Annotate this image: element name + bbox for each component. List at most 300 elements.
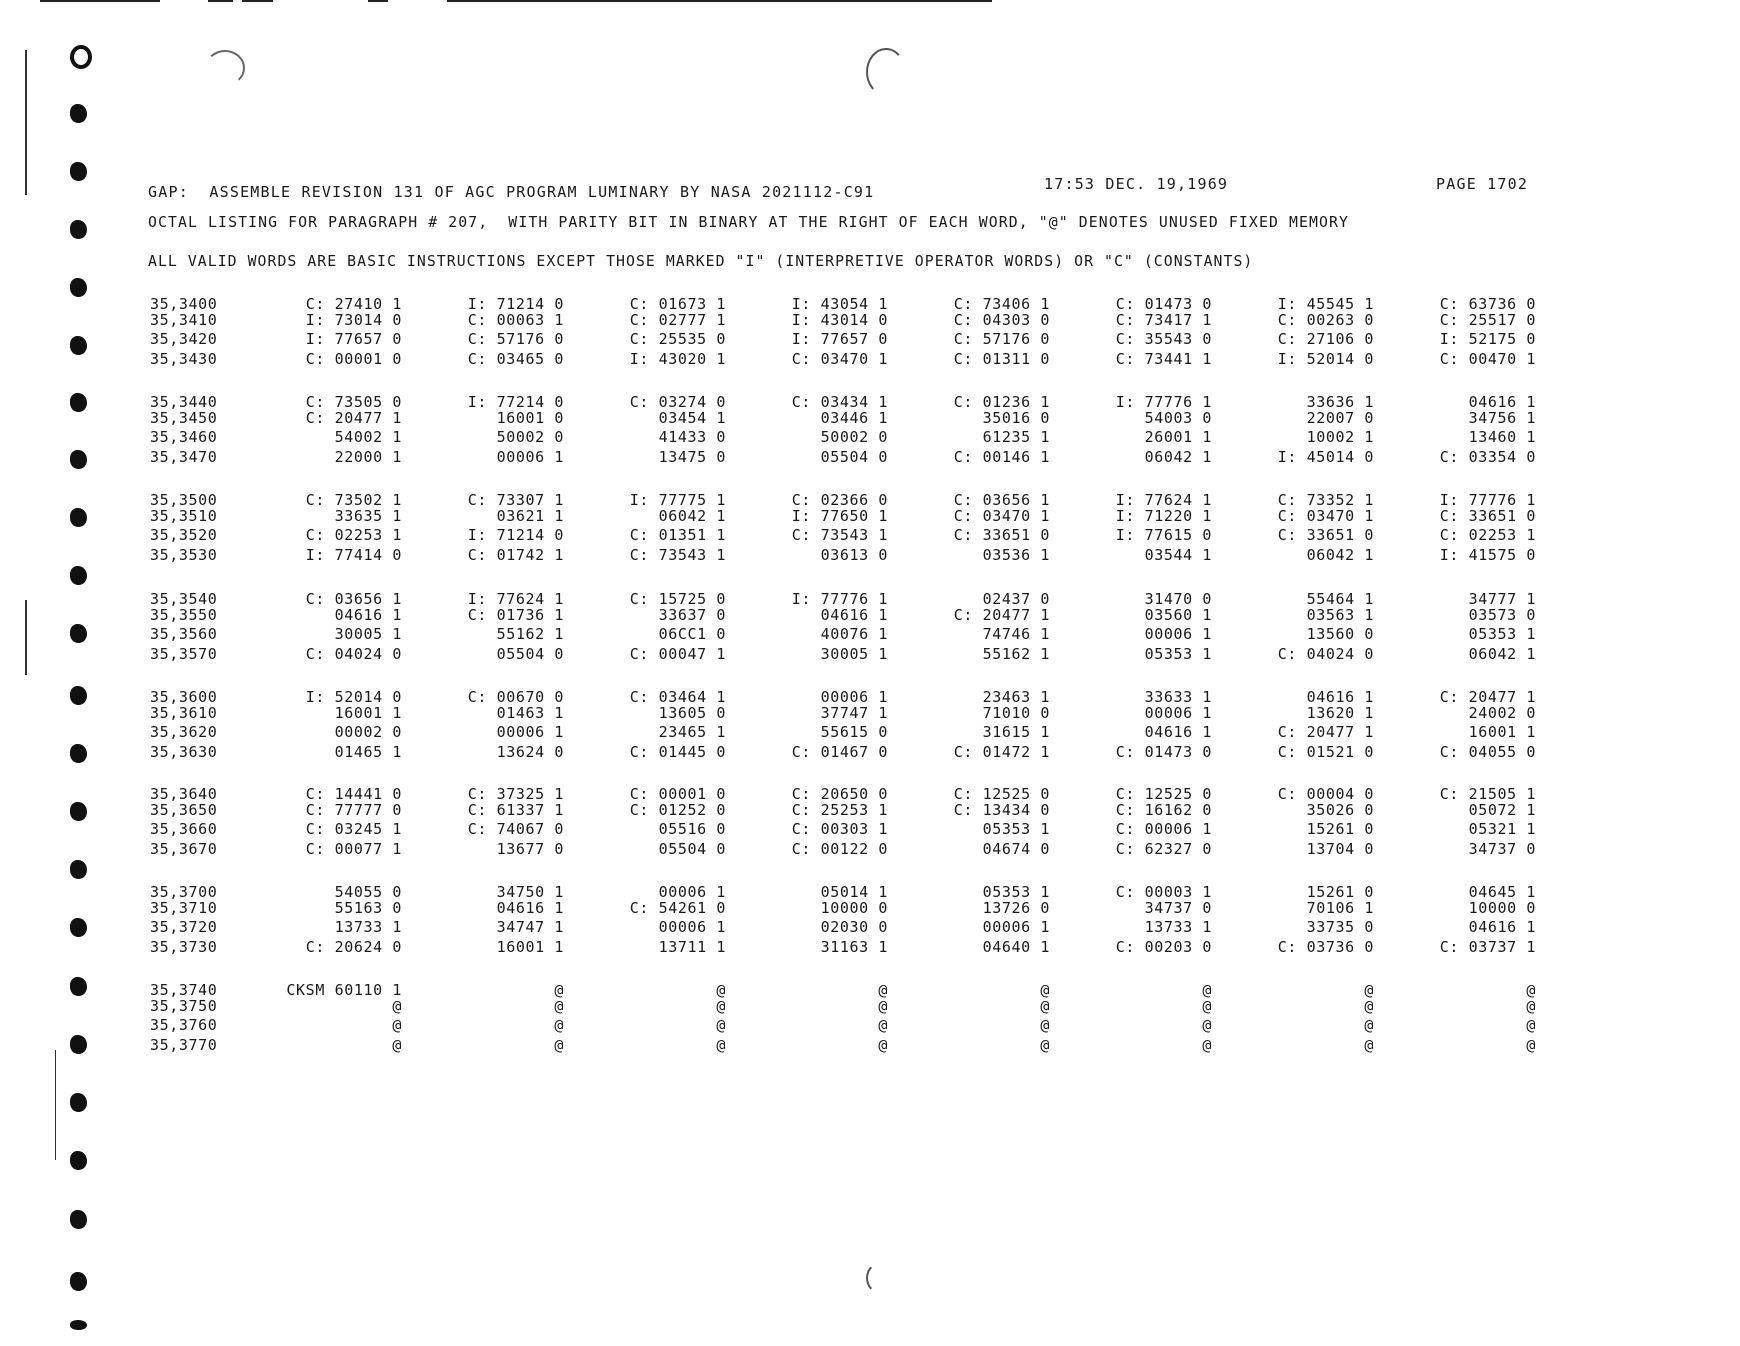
- octal-word: C: 73352 1: [1277, 491, 1374, 509]
- octal-word: I: 77776 1: [1115, 393, 1212, 411]
- octal-word: 05504 0: [496, 645, 564, 663]
- octal-word: C: 37325 1: [467, 785, 564, 803]
- octal-word: @: [1526, 1036, 1536, 1054]
- punch-hole: [70, 220, 87, 239]
- octal-word: 06042 1: [1306, 546, 1374, 564]
- octal-word: C: 00001 0: [305, 350, 402, 368]
- address-label: 35,3640: [150, 785, 218, 803]
- octal-word: C: 02253 1: [305, 526, 402, 544]
- address-label: 35,3600: [150, 688, 218, 706]
- header-title: GAP: ASSEMBLE REVISION 131 OF AGC PROGRAM LUMINARY BY NASA 2021112-C91: [148, 183, 875, 201]
- octal-word: 15261 0: [1306, 883, 1374, 901]
- octal-word: C: 73307 1: [467, 491, 564, 509]
- header-subtitle: OCTAL LISTING FOR PARAGRAPH # 207, WITH PARITY BIT IN BINARY AT THE RIGHT OF EACH WORD, "@" DENOTES UNUSED FIXED MEMORY: [148, 214, 1350, 231]
- octal-word: C: 00006 1: [1115, 820, 1212, 838]
- punch-hole: [70, 278, 87, 297]
- octal-word: 16001 1: [334, 704, 402, 722]
- octal-word: 00006 1: [496, 448, 564, 466]
- paper-curl: [866, 1262, 896, 1294]
- octal-word: 22007 0: [1306, 409, 1374, 427]
- octal-word: C: 04024 0: [1277, 645, 1374, 663]
- octal-word: C: 00263 0: [1277, 311, 1374, 329]
- octal-word: 31470 0: [1144, 590, 1212, 608]
- octal-word: C: 20650 0: [791, 785, 888, 803]
- octal-word: 06042 1: [1144, 448, 1212, 466]
- octal-word: @: [1364, 981, 1374, 999]
- octal-word: 04616 1: [1468, 918, 1536, 936]
- octal-word: @: [554, 981, 564, 999]
- octal-word: @: [1526, 1016, 1536, 1034]
- octal-word: @: [1040, 981, 1050, 999]
- octal-word: 31163 1: [820, 938, 888, 956]
- octal-word: 03454 1: [658, 409, 726, 427]
- octal-word: C: 14441 0: [305, 785, 402, 803]
- octal-word: @: [1040, 1036, 1050, 1054]
- octal-word: 05072 1: [1468, 801, 1536, 819]
- address-label: 35,3560: [150, 625, 218, 643]
- octal-word: C: 20477 1: [1277, 723, 1374, 741]
- octal-word: 13624 0: [496, 743, 564, 761]
- octal-word: C: 25253 1: [791, 801, 888, 819]
- octal-word: 55163 0: [334, 899, 402, 917]
- octal-word: 13620 1: [1306, 704, 1374, 722]
- octal-word: 37747 1: [820, 704, 888, 722]
- address-label: 35,3530: [150, 546, 218, 564]
- octal-word: 04616 1: [496, 899, 564, 917]
- octal-word: @: [716, 1036, 726, 1054]
- octal-word: C: 03274 0: [629, 393, 726, 411]
- octal-word: 23465 1: [658, 723, 726, 741]
- octal-word: @: [1040, 1016, 1050, 1034]
- octal-word: C: 02777 1: [629, 311, 726, 329]
- octal-word: CKSM 60110 1: [286, 981, 402, 999]
- octal-word: 34737 0: [1144, 899, 1212, 917]
- octal-word: 03621 1: [496, 507, 564, 525]
- octal-word: C: 00122 0: [791, 840, 888, 858]
- address-label: 35,3750: [150, 997, 218, 1015]
- punch-hole: [70, 162, 87, 181]
- octal-word: @: [878, 981, 888, 999]
- octal-word: I: 71220 1: [1115, 507, 1212, 525]
- octal-word: 00006 1: [496, 723, 564, 741]
- octal-word: I: 71214 0: [467, 526, 564, 544]
- octal-word: 13460 1: [1468, 428, 1536, 446]
- octal-word: C: 33651 0: [1439, 507, 1536, 525]
- octal-word: C: 01351 1: [629, 526, 726, 544]
- octal-word: @: [878, 997, 888, 1015]
- octal-word: C: 00203 0: [1115, 938, 1212, 956]
- octal-word: 03536 1: [982, 546, 1050, 564]
- octal-word: C: 00004 0: [1277, 785, 1374, 803]
- octal-word: C: 03434 1: [791, 393, 888, 411]
- address-label: 35,3540: [150, 590, 218, 608]
- punch-hole: [70, 624, 87, 643]
- octal-word: C: 57176 0: [467, 330, 564, 348]
- octal-word: 33633 1: [1144, 688, 1212, 706]
- octal-word: C: 03736 0: [1277, 938, 1374, 956]
- octal-word: 03544 1: [1144, 546, 1212, 564]
- octal-word: 05353 1: [982, 883, 1050, 901]
- octal-word: I: 77775 1: [629, 491, 726, 509]
- octal-word: C: 03656 1: [305, 590, 402, 608]
- address-label: 35,3730: [150, 938, 218, 956]
- octal-word: 34756 1: [1468, 409, 1536, 427]
- octal-word: @: [1526, 981, 1536, 999]
- octal-word: 00006 1: [658, 883, 726, 901]
- octal-word: C: 21505 1: [1439, 785, 1536, 803]
- margin-line: [25, 50, 27, 195]
- octal-word: 13560 0: [1306, 625, 1374, 643]
- octal-word: C: 00146 1: [953, 448, 1050, 466]
- punch-hole: [70, 1151, 87, 1170]
- paper-curl: [205, 50, 245, 86]
- octal-word: 24002 0: [1468, 704, 1536, 722]
- octal-word: C: 74067 0: [467, 820, 564, 838]
- octal-word: 05014 1: [820, 883, 888, 901]
- address-label: 35,3550: [150, 606, 218, 624]
- octal-word: C: 04055 0: [1439, 743, 1536, 761]
- octal-word: 00006 1: [1144, 625, 1212, 643]
- punch-hole: [70, 918, 87, 937]
- octal-word: C: 01673 1: [629, 295, 726, 313]
- octal-word: 00006 1: [982, 918, 1050, 936]
- octal-word: @: [1364, 997, 1374, 1015]
- octal-word: I: 45014 0: [1277, 448, 1374, 466]
- octal-word: C: 01445 0: [629, 743, 726, 761]
- octal-word: C: 20477 1: [305, 409, 402, 427]
- address-label: 35,3440: [150, 393, 218, 411]
- octal-word: 13677 0: [496, 840, 564, 858]
- address-label: 35,3720: [150, 918, 218, 936]
- octal-word: 02030 0: [820, 918, 888, 936]
- octal-word: C: 27410 1: [305, 295, 402, 313]
- octal-word: 04616 1: [1144, 723, 1212, 741]
- octal-word: I: 43054 1: [791, 295, 888, 313]
- octal-word: 70106 1: [1306, 899, 1374, 917]
- octal-word: C: 03470 1: [1277, 507, 1374, 525]
- octal-word: 55464 1: [1306, 590, 1374, 608]
- address-label: 35,3710: [150, 899, 218, 917]
- octal-word: 05504 0: [658, 840, 726, 858]
- octal-word: C: 00077 1: [305, 840, 402, 858]
- octal-word: 34737 0: [1468, 840, 1536, 858]
- octal-word: C: 01252 0: [629, 801, 726, 819]
- address-label: 35,3700: [150, 883, 218, 901]
- octal-word: I: 77615 0: [1115, 526, 1212, 544]
- octal-word: 05504 0: [820, 448, 888, 466]
- octal-word: C: 73406 1: [953, 295, 1050, 313]
- punch-hole: [70, 566, 87, 585]
- octal-word: 15261 0: [1306, 820, 1374, 838]
- octal-word: 03446 1: [820, 409, 888, 427]
- octal-word: 16001 1: [496, 938, 564, 956]
- octal-word: 10000 0: [820, 899, 888, 917]
- octal-word: 00006 1: [658, 918, 726, 936]
- octal-word: 03563 1: [1306, 606, 1374, 624]
- octal-word: I: 77214 0: [467, 393, 564, 411]
- octal-word: 13733 1: [334, 918, 402, 936]
- octal-word: 04616 1: [334, 606, 402, 624]
- octal-word: C: 62327 0: [1115, 840, 1212, 858]
- octal-word: C: 03245 1: [305, 820, 402, 838]
- octal-word: 03560 1: [1144, 606, 1212, 624]
- octal-word: 23463 1: [982, 688, 1050, 706]
- octal-word: 04616 1: [1468, 393, 1536, 411]
- octal-word: 06CC1 0: [658, 625, 726, 643]
- octal-word: 61235 1: [982, 428, 1050, 446]
- octal-word: 05516 0: [658, 820, 726, 838]
- octal-word: C: 01736 1: [467, 606, 564, 624]
- octal-word: I: 52014 0: [305, 688, 402, 706]
- address-label: 35,3410: [150, 311, 218, 329]
- octal-word: C: 73417 1: [1115, 311, 1212, 329]
- octal-word: C: 25535 0: [629, 330, 726, 348]
- octal-word: 13726 0: [982, 899, 1050, 917]
- octal-word: 10000 0: [1468, 899, 1536, 917]
- octal-word: I: 43020 1: [629, 350, 726, 368]
- octal-word: C: 01236 1: [953, 393, 1050, 411]
- octal-word: 00002 0: [334, 723, 402, 741]
- octal-word: I: 43014 0: [791, 311, 888, 329]
- octal-word: C: 73543 1: [791, 526, 888, 544]
- octal-word: 55615 0: [820, 723, 888, 741]
- octal-word: C: 73505 0: [305, 393, 402, 411]
- octal-word: C: 00670 0: [467, 688, 564, 706]
- octal-word: C: 27106 0: [1277, 330, 1374, 348]
- octal-word: 16001 0: [496, 409, 564, 427]
- octal-word: @: [1364, 1036, 1374, 1054]
- address-label: 35,3770: [150, 1036, 218, 1054]
- octal-word: 06042 1: [1468, 645, 1536, 663]
- octal-word: I: 73014 0: [305, 311, 402, 329]
- octal-word: C: 33651 0: [953, 526, 1050, 544]
- octal-word: 01463 1: [496, 704, 564, 722]
- octal-word: I: 77624 1: [1115, 491, 1212, 509]
- octal-word: 54055 0: [334, 883, 402, 901]
- octal-word: 30005 1: [820, 645, 888, 663]
- octal-word: C: 03470 1: [953, 507, 1050, 525]
- octal-word: C: 01473 0: [1115, 295, 1212, 313]
- punch-hole: [70, 1210, 87, 1229]
- octal-word: @: [716, 997, 726, 1015]
- octal-word: 54003 0: [1144, 409, 1212, 427]
- octal-word: 40076 1: [820, 625, 888, 643]
- octal-word: I: 71214 0: [467, 295, 564, 313]
- octal-word: C: 00063 1: [467, 311, 564, 329]
- octal-word: C: 20477 1: [953, 606, 1050, 624]
- octal-word: @: [1202, 997, 1212, 1015]
- punch-hole: [70, 1035, 87, 1054]
- address-label: 35,3510: [150, 507, 218, 525]
- octal-word: 33636 1: [1306, 393, 1374, 411]
- octal-word: @: [878, 1016, 888, 1034]
- octal-word: 03573 0: [1468, 606, 1536, 624]
- top-rule: [368, 0, 388, 2]
- octal-word: C: 13434 0: [953, 801, 1050, 819]
- octal-word: 31615 1: [982, 723, 1050, 741]
- octal-word: C: 03354 0: [1439, 448, 1536, 466]
- punch-hole: [70, 104, 87, 123]
- octal-word: I: 77414 0: [305, 546, 402, 564]
- octal-word: @: [716, 981, 726, 999]
- octal-word: 13711 1: [658, 938, 726, 956]
- octal-word: @: [392, 1016, 402, 1034]
- octal-word: 33637 0: [658, 606, 726, 624]
- octal-word: 04616 1: [1306, 688, 1374, 706]
- octal-word: 04674 0: [982, 840, 1050, 858]
- octal-word: I: 77657 0: [791, 330, 888, 348]
- octal-word: C: 15725 0: [629, 590, 726, 608]
- octal-word: 01465 1: [334, 743, 402, 761]
- octal-word: 05353 1: [982, 820, 1050, 838]
- address-label: 35,3520: [150, 526, 218, 544]
- octal-word: C: 01472 1: [953, 743, 1050, 761]
- octal-word: 06042 1: [658, 507, 726, 525]
- octal-word: C: 35543 0: [1115, 330, 1212, 348]
- address-label: 35,3630: [150, 743, 218, 761]
- octal-word: 03613 0: [820, 546, 888, 564]
- octal-word: 55162 1: [982, 645, 1050, 663]
- address-label: 35,3660: [150, 820, 218, 838]
- octal-word: C: 00303 1: [791, 820, 888, 838]
- octal-word: I: 52014 0: [1277, 350, 1374, 368]
- octal-word: C: 00470 1: [1439, 350, 1536, 368]
- octal-word: 26001 1: [1144, 428, 1212, 446]
- punch-hole: [70, 45, 92, 69]
- octal-word: I: 77776 1: [1439, 491, 1536, 509]
- octal-word: C: 03737 1: [1439, 938, 1536, 956]
- octal-word: 50002 0: [820, 428, 888, 446]
- margin-line: [25, 600, 27, 675]
- octal-word: 13733 1: [1144, 918, 1212, 936]
- address-label: 35,3650: [150, 801, 218, 819]
- octal-word: C: 61337 1: [467, 801, 564, 819]
- address-label: 35,3430: [150, 350, 218, 368]
- octal-word: C: 12525 0: [1115, 785, 1212, 803]
- header-timestamp: 17:53 DEC. 19,1969: [1044, 175, 1229, 193]
- punch-hole: [70, 802, 87, 821]
- octal-word: C: 01473 0: [1115, 743, 1212, 761]
- top-rule: [242, 0, 273, 2]
- top-rule: [447, 0, 992, 2]
- octal-word: C: 63736 0: [1439, 295, 1536, 313]
- octal-word: C: 02253 1: [1439, 526, 1536, 544]
- octal-word: C: 16162 0: [1115, 801, 1212, 819]
- page-number: PAGE 1702: [1436, 175, 1529, 193]
- punch-hole: [70, 393, 87, 412]
- address-label: 35,3570: [150, 645, 218, 663]
- octal-word: @: [716, 1016, 726, 1034]
- punch-hole: [70, 336, 87, 355]
- paper-curl: [866, 48, 906, 96]
- octal-word: C: 03656 1: [953, 491, 1050, 509]
- octal-word: 13704 0: [1306, 840, 1374, 858]
- punch-hole: [70, 1320, 87, 1330]
- octal-word: C: 73441 1: [1115, 350, 1212, 368]
- punch-hole: [70, 508, 87, 527]
- octal-word: 34777 1: [1468, 590, 1536, 608]
- punch-hole: [70, 686, 87, 705]
- address-label: 35,3610: [150, 704, 218, 722]
- octal-word: @: [1202, 981, 1212, 999]
- octal-word: I: 77776 1: [791, 590, 888, 608]
- address-label: 35,3670: [150, 840, 218, 858]
- octal-word: 04640 1: [982, 938, 1050, 956]
- octal-word: 05353 1: [1144, 645, 1212, 663]
- octal-word: @: [878, 1036, 888, 1054]
- punch-hole: [70, 1272, 87, 1291]
- octal-word: 00006 1: [1144, 704, 1212, 722]
- octal-word: I: 77657 0: [305, 330, 402, 348]
- address-label: 35,3760: [150, 1016, 218, 1034]
- octal-word: C: 02366 0: [791, 491, 888, 509]
- octal-word: 13475 0: [658, 448, 726, 466]
- address-label: 35,3500: [150, 491, 218, 509]
- octal-word: C: 12525 0: [953, 785, 1050, 803]
- octal-word: 02437 0: [982, 590, 1050, 608]
- octal-word: 50002 0: [496, 428, 564, 446]
- address-label: 35,3420: [150, 330, 218, 348]
- octal-word: 13605 0: [658, 704, 726, 722]
- octal-word: C: 33651 0: [1277, 526, 1374, 544]
- octal-word: I: 52175 0: [1439, 330, 1536, 348]
- octal-word: @: [554, 1036, 564, 1054]
- octal-word: 33635 1: [334, 507, 402, 525]
- address-label: 35,3620: [150, 723, 218, 741]
- octal-word: @: [1040, 997, 1050, 1015]
- punch-hole: [70, 1093, 87, 1112]
- octal-word: 34747 1: [496, 918, 564, 936]
- octal-word: C: 03464 1: [629, 688, 726, 706]
- octal-word: @: [554, 997, 564, 1015]
- octal-word: 30005 1: [334, 625, 402, 643]
- punch-hole: [70, 744, 87, 763]
- octal-word: 54002 1: [334, 428, 402, 446]
- octal-word: 41433 0: [658, 428, 726, 446]
- header-legend: ALL VALID WORDS ARE BASIC INSTRUCTIONS EXCEPT THOSE MARKED "I" (INTERPRETIVE OPERATOR WORDS) OR "C" (CONSTANTS): [148, 253, 1254, 270]
- octal-word: C: 01311 0: [953, 350, 1050, 368]
- octal-word: 05321 1: [1468, 820, 1536, 838]
- octal-word: 35026 0: [1306, 801, 1374, 819]
- address-label: 35,3740: [150, 981, 218, 999]
- octal-word: @: [554, 1016, 564, 1034]
- octal-word: C: 20477 1: [1439, 688, 1536, 706]
- octal-word: 16001 1: [1468, 723, 1536, 741]
- octal-word: C: 00047 1: [629, 645, 726, 663]
- octal-word: 55162 1: [496, 625, 564, 643]
- octal-word: C: 54261 0: [629, 899, 726, 917]
- octal-word: @: [392, 1036, 402, 1054]
- punch-hole: [70, 450, 87, 469]
- octal-word: C: 73543 1: [629, 546, 726, 564]
- octal-word: @: [1364, 1016, 1374, 1034]
- octal-word: I: 77624 1: [467, 590, 564, 608]
- octal-word: 35016 0: [982, 409, 1050, 427]
- top-rule: [208, 0, 233, 2]
- octal-word: C: 77777 0: [305, 801, 402, 819]
- address-label: 35,3470: [150, 448, 218, 466]
- address-label: 35,3460: [150, 428, 218, 446]
- margin-line: [55, 1050, 56, 1160]
- octal-word: I: 77650 1: [791, 507, 888, 525]
- octal-word: I: 41575 0: [1439, 546, 1536, 564]
- octal-word: 04645 1: [1468, 883, 1536, 901]
- punch-hole: [70, 860, 87, 879]
- octal-word: @: [1526, 997, 1536, 1015]
- address-label: 35,3400: [150, 295, 218, 313]
- address-label: 35,3450: [150, 409, 218, 427]
- octal-word: 04616 1: [820, 606, 888, 624]
